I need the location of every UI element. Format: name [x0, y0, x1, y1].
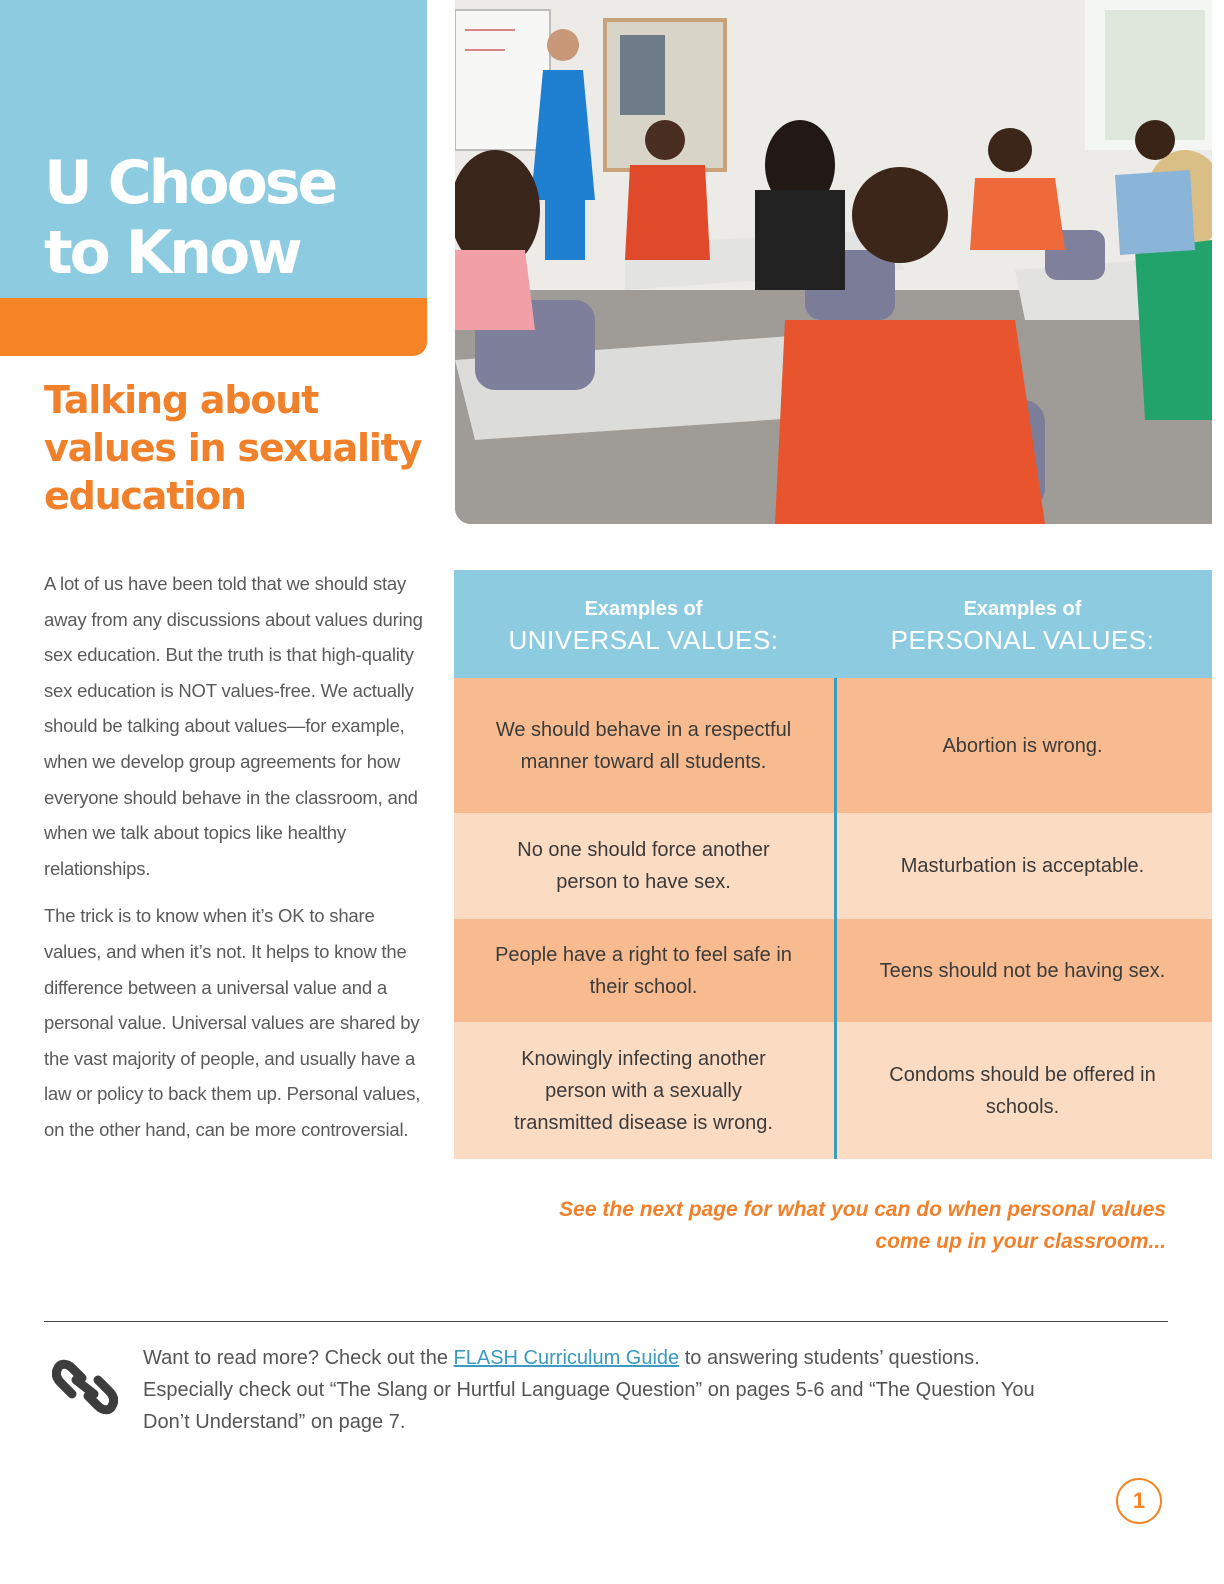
subtitle-line-2: values in sexuality [44, 426, 422, 470]
footer-line-1 [143, 1342, 1183, 1374]
table-row [454, 919, 1212, 1022]
footer-text [143, 1342, 1183, 1438]
link-icon [52, 1356, 118, 1418]
classroom-photo [455, 0, 1212, 524]
page-number: 1 [1116, 1478, 1162, 1524]
body-paragraph-1: A lot of us have been told that we should stay away from any discussions about values during sex education. But the truth is that high-quality sex education is NOT values-free. We actually should be talking about values—for example, when we develop group agreements for how everyone should behave in the classroom, and when we talk about topics like healthy relationships. [44, 573, 423, 879]
title-line-2: to Know [44, 218, 300, 288]
table-row [454, 678, 1212, 813]
next-note-line-1: See the next page for what you can do when personal values [559, 1198, 1166, 1221]
column-divider [834, 678, 837, 1159]
universal-values-header [454, 570, 833, 678]
personal-header-small: Examples of [963, 598, 1082, 620]
body-paragraph-2: The trick is to know when it’s OK to share values, and when it’s not. It helps to know the difference between a universal value and a personal value. Universal values are shared by the vast majority of people, and usually have a law or policy to back them up. Personal values, on the other hand, can be more controversial. [44, 905, 421, 1140]
page-title [44, 148, 414, 288]
table-row [454, 813, 1212, 919]
subtitle-line-3: education [44, 474, 246, 518]
subtitle-line-1: Talking about [44, 378, 319, 422]
personal-values-header [833, 570, 1212, 678]
footer-text-before-link: Want to read more? Check out the [143, 1347, 454, 1369]
footer-divider [44, 1321, 1168, 1322]
values-table-body [454, 678, 1212, 1159]
title-line-1: U Choose [44, 148, 336, 218]
next-note-line-2: come up in your classroom... [875, 1230, 1166, 1253]
universal-value-cell: Knowingly infecting another person with a sexually transmitted disease is wrong. [513, 1047, 773, 1134]
universal-value-cell: No one should force another person to have sex. [517, 839, 770, 893]
values-table-header [454, 570, 1212, 678]
universal-value-cell: People have a right to feel safe in their school. [495, 943, 792, 998]
classroom-illustration [455, 0, 1212, 524]
body-text [44, 566, 434, 1148]
personal-value-cell: Masturbation is acceptable. [900, 855, 1145, 877]
table-row [454, 1022, 1212, 1159]
universal-value-cell: We should behave in a respectful manner toward all students. [495, 718, 792, 773]
personal-value-cell: Teens should not be having sex. [879, 959, 1166, 982]
personal-value-cell: Abortion is wrong. [942, 734, 1103, 757]
page-subtitle [44, 376, 434, 520]
universal-header-small: Examples of [584, 598, 703, 620]
flash-curriculum-guide-link[interactable]: FLASH Curriculum Guide [453, 1347, 680, 1369]
orange-accent-bar [0, 298, 427, 356]
next-page-note [470, 1194, 1166, 1258]
personal-header-big: PERSONAL VALUES: [890, 625, 1155, 655]
personal-value-cell: Condoms should be offered in schools. [889, 1063, 1156, 1118]
footer-line-3: Don’t Understand” on page 7. [143, 1411, 406, 1433]
universal-header-big: UNIVERSAL VALUES: [508, 625, 779, 655]
footer-line-2: Especially check out “The Slang or Hurtful Language Question” on pages 5-6 and “The Question You [143, 1379, 1035, 1401]
values-table [454, 570, 1212, 1159]
footer-text-after-link: to answering students’ questions. [679, 1347, 980, 1369]
